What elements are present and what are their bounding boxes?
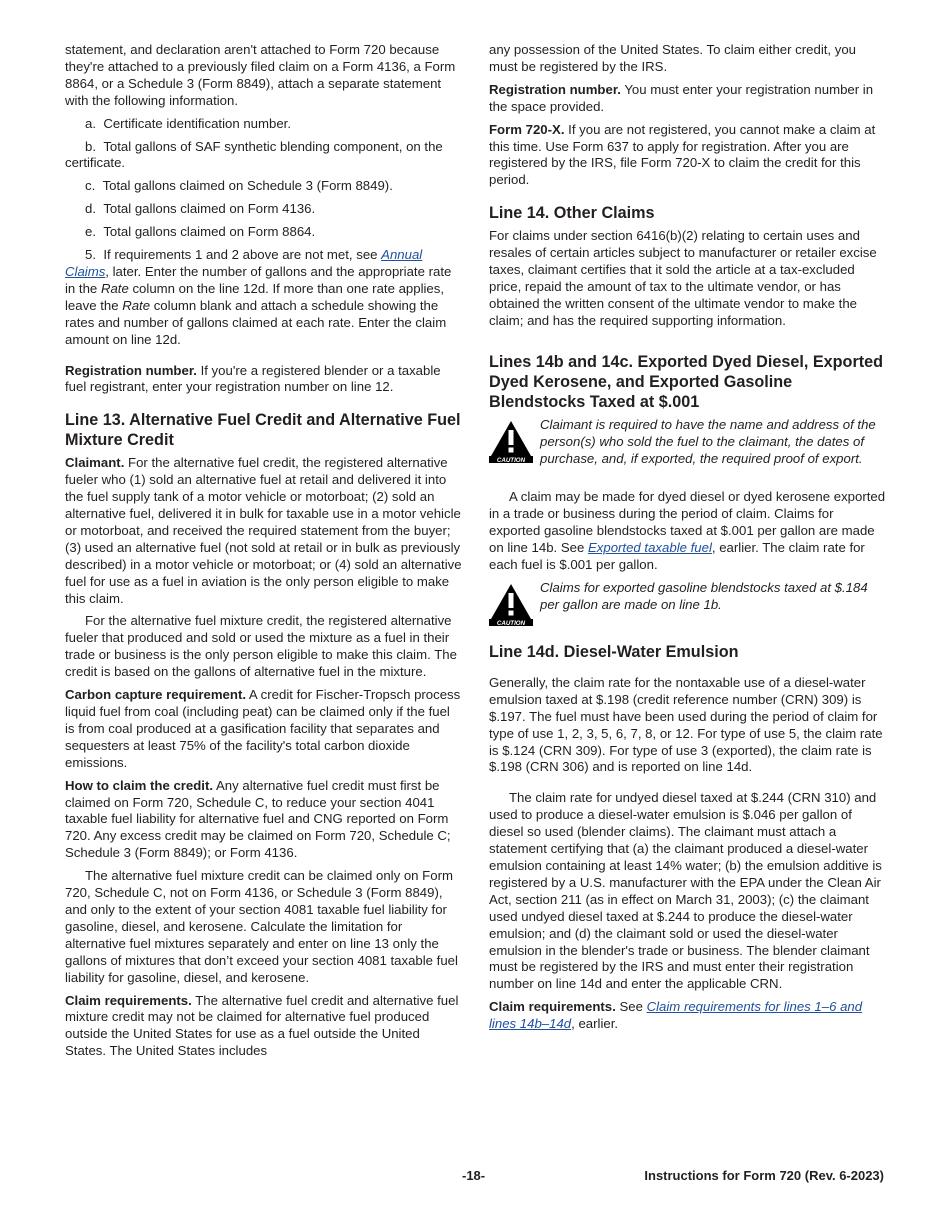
caution-icon (489, 582, 533, 626)
claimant-paragraph: Claimant. For the alternative fuel credit, the registered alternative fueler who (1) sold an alternative fuel at retail and delivered it into the fuel supply tank of a motor vehicle or motorboat; (2) sold an alternative fuel, delivered it in bulk for taxable use in a motor vehicle or motorboat, and received the required statement from the buyer; (3) used an alternative fuel (not sold at retail or in bulk as previously described) in a motor vehicle or motorboat; or (4) sold an alternative fuel for use as a fuel in aviation is the only person eligible to make this claim. (65, 455, 462, 606)
caution-note (489, 580, 886, 628)
undyed-diesel-paragraph: The claim rate for undyed diesel taxed at $.244 (CRN 310) and used to produce a diesel-water emulsion is $.046 per gallon of diesel so used (blender claims). The claimant must attach a statement certifying that (a) the claimant produced a diesel-water emulsion containing at least 14% water; (b) the emulsion additive is registered by a U.S. manufacturer with the EPA under the Clean Air Act, section 211 (as in effect on March 31, 2003); (c) the claimant used undyed diesel taxed at $.244 to produce the diesel-water emulsion; and (d) the claimant sold or used the diesel-water emulsion in the blender's trade or business. The blender claimant must be registered by the IRS and must enter their registration number on line 14d and enter the applicable CRN. (489, 790, 882, 992)
list-item: e. Total gallons claimed on Form 8864. (85, 224, 316, 240)
caution-icon (489, 419, 533, 463)
list-item: d. Total gallons claimed on Form 4136. (85, 201, 316, 217)
claim-requirements-paragraph: Claim requirements. See Claim requirements for lines 1–6 and lines 14b–14d, earlier. (489, 999, 863, 1032)
line-14b-heading: Lines 14b and 14c. Exported Dyed Diesel, Exported Dyed Kerosene, and Exported Gasoline Blendstocks Taxed at $.001 (489, 352, 884, 411)
caution-note (489, 417, 886, 468)
registration-number-paragraph: Registration number. You must enter your registration number in the space provided. (489, 81, 874, 114)
left-column (65, 42, 462, 1066)
page-number: -18- (462, 1168, 486, 1183)
form-720x-paragraph: Form 720-X. If you are not registered, you cannot make a claim at this time. Use Form 637 to apply for registration. After you are registered by the IRS, file Form 720-X to claim the credit for this period. (489, 121, 876, 188)
list-item: c. Total gallons claimed on Schedule 3 (Form 8849). (85, 178, 393, 194)
svg-text:CAUTION: CAUTION (496, 619, 526, 626)
caution-text: Claims for exported gasoline blendstocks taxed at $.184 per gallon are made on line 1b. (540, 579, 868, 612)
intro-paragraph: statement, and declaration aren't attached to Form 720 because they're attached to a previously filed claim on a Form 4136, a Form 8864, or a Schedule 3 (Form 8849), attach a separate statement with the following information. (65, 42, 456, 108)
list-item: b. Total gallons of SAF synthetic blending component, on the certificate. (65, 138, 443, 171)
caution-text: Claimant is required to have the name and address of the person(s) who sold the fuel to the claimant, the dates of purchase, and, if exported, the required proof of export. (540, 416, 876, 466)
mixture-paragraph: For the alternative fuel mixture credit, the registered alternative fueler that produced and sold or used the mixture as a fuel in their trade or business is the only person eligible to make this claim. The credit is based on the gallons of alternative fuel in the mixture. (65, 613, 457, 680)
exported-taxable-fuel-link[interactable]: Exported taxable fuel (587, 540, 712, 556)
claim-requirements-link[interactable]: Claim requirements for lines 1–6 and lines 14b–14d (489, 999, 863, 1032)
exported-paragraph: A claim may be made for dyed diesel or dyed kerosene exported in a trade or business during the period of claim. Claims for exported gasoline blendstocks taxed at $.001 per gallon are made on line 14b. See Exported taxable fuel, earlier. The claim rate for each fuel is $.001 per gallon. (489, 489, 886, 573)
generally-paragraph: Generally, the claim rate for the nontaxable use of a diesel-water emulsion taxed at $.198 (credit reference number (CRN) 309) is $.197. The fuel must have been used during the period of claim for type of use 1, 2, 3, 5, 6, 7, 8, or 12. For type of use 5, the claim rate is $.124 (CRN 309). For type of use 3 (exported), the claim rate is $.198 (CRN 306) and is reported on line 14d. (489, 674, 883, 775)
list-item-5: 5. If requirements 1 and 2 above are not met, see Annual Claims, later. Enter the number of gallons and the appropriate rate in the Rate column on the line 12d. If more than one rate applies, leave the Rate column blank and attach a schedule showing the rates and number of gallons claimed at each rate. Enter the claim amount on line 12d. (65, 247, 452, 347)
how-to-claim-paragraph: How to claim the credit. Any alternative fuel credit must first be claimed on Form 720, Schedule C, to reduce your section 4041 taxable fuel liability for alternative fuel and CNG reported on Form 720. Any excess credit may be claimed on Form 720, Schedule C; Schedule 3 (Form 8849); or Form 4136. (65, 777, 451, 861)
mixture-limit-paragraph: The alternative fuel mixture credit can be claimed only on Form 720, Schedule C, not on Form 4136, or Schedule 3 (Form 8849), and only to the extent of your section 4081 taxable fuel liability for gasoline, diesel, and kerosene. Calculate the limitation for alternative fuel mixtures separately and enter on line 13 only the gallons of mixtures that don’t exceed your section 4081 taxable fuel liability for gasoline, diesel, and kerosene. (65, 868, 458, 985)
svg-text:CAUTION: CAUTION (496, 456, 526, 463)
list-item: a. Certificate identification number. (85, 115, 291, 131)
form-title: Instructions for Form 720 (Rev. 6-2023) (644, 1168, 884, 1183)
claim-requirements-paragraph: Claim requirements. The alternative fuel credit and alternative fuel mixture credit may not be claimed for alternative fuel produced outside the United States for use as a fuel outside the United States. The United States includes (65, 992, 459, 1059)
carbon-capture-paragraph: Carbon capture requirement. A credit for Fischer-Tropsch process liquid fuel from coal (including peat) can be claimed only if the fuel is from coal produced at a gasification facility that separates and sequesters at least 75% of the facility's total carbon dioxide emissions. (65, 687, 461, 770)
annual-claims-link[interactable]: Annual Claims (65, 247, 423, 279)
right-column (489, 42, 886, 1039)
registration-number-paragraph: Registration number. If you're a registered blender or a taxable fuel registrant, enter your registration number on line 12. (65, 362, 441, 395)
line-14d-heading: Line 14d. Diesel-Water Emulsion (489, 642, 739, 661)
other-claims-paragraph: For claims under section 6416(b)(2) relating to certain uses and resales of certain articles subject to manufacturer or retailer excise taxes, claimant certifies that it sold the article at a tax-excluded price, repaid the amount of tax to the ultimate vendor, or has obtained the written consent of the ultimate vendor to make the claim; and has the required supporting information. (489, 228, 877, 328)
continued-paragraph: any possession of the United States. To claim either credit, you must be registered by the IRS. (489, 42, 857, 74)
line-13-heading: Line 13. Alternative Fuel Credit and Alternative Fuel Mixture Credit (65, 411, 461, 450)
line-14-heading: Line 14. Other Claims (489, 204, 655, 223)
